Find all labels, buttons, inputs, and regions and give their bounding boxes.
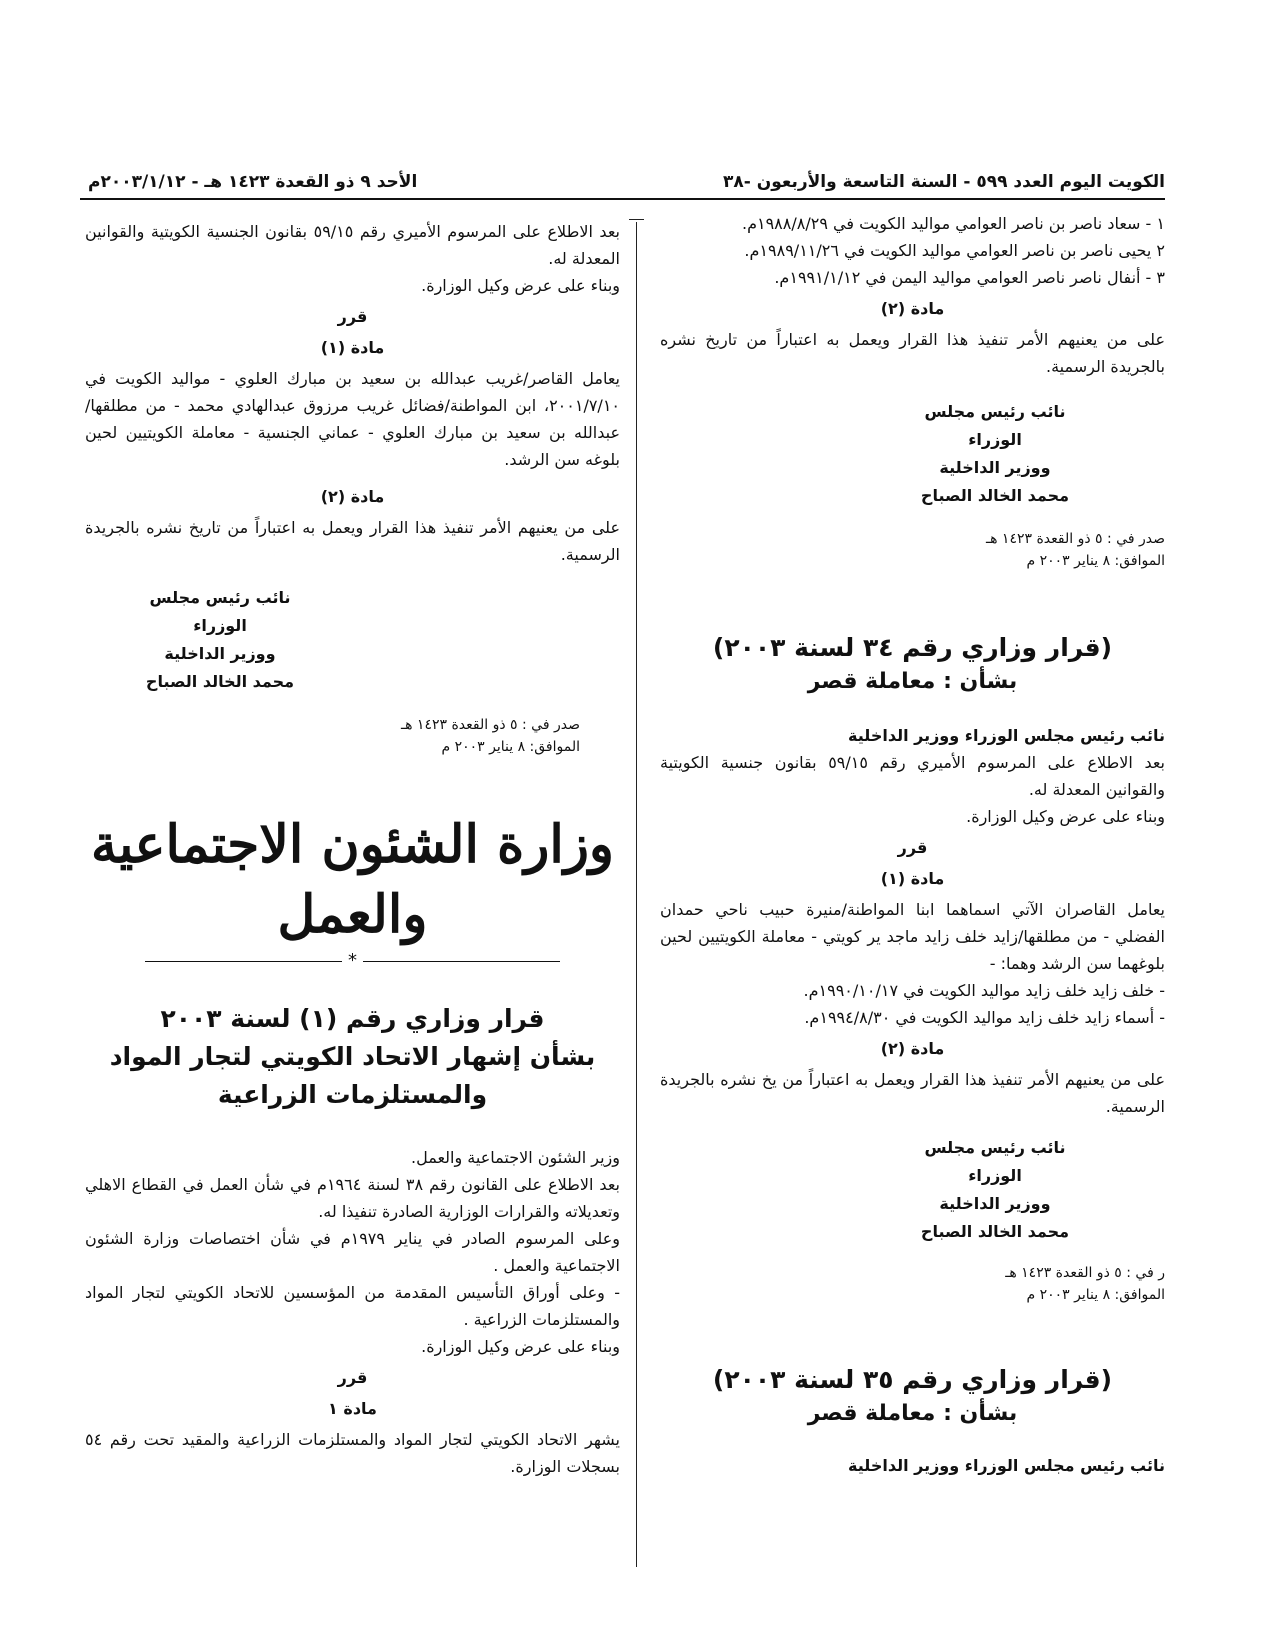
decree-35: [660, 1362, 1165, 1479]
list-item: - أسماء زايد خلف زايد مواليد الكويت في ١٩٩٤/٨/٣٠م.: [804, 1008, 1165, 1027]
decree-issuer: نائب رئيس مجلس الوزراء ووزير الداخلية: [848, 1456, 1165, 1475]
decree-34: [660, 630, 1165, 1306]
signature-block: [895, 1134, 1095, 1246]
article-heading: مادة (٢): [880, 1039, 945, 1058]
decree-issuer: نائب رئيس مجلس الوزراء ووزير الداخلية: [848, 726, 1165, 745]
decree-title: والمستلزمات الزراعية: [217, 1080, 488, 1109]
issue-date-hijri: صدر في : ٥ ذو القعدة ١٤٢٣ هـ: [400, 717, 580, 733]
decree-title: قرار وزاري رقم (١) لسنة ٢٠٠٣: [160, 1004, 545, 1033]
column-divider-cap: [629, 219, 644, 220]
decree-issuer: وزير الشئون الاجتماعية والعمل.: [410, 1148, 620, 1167]
column-divider: [636, 222, 637, 1567]
signature-line: محمد الخالد الصباح: [920, 1222, 1070, 1241]
decree-subject: بشأن : معاملة قصر: [807, 669, 1018, 694]
execution-clause: على من يعنيهم الأمر تنفيذ هذا القرار ويعمل به اعتباراً من تاريخ نشره بالجريدة الرسمية.: [85, 518, 620, 564]
signature-block: [120, 584, 320, 696]
list-item: ١ - سعاد ناصر بن ناصر العوامي مواليد الكويت في ١٩٨٨/٨/٢٩م.: [741, 214, 1165, 233]
issue-date: [660, 1262, 1165, 1306]
execution-clause: على من يعنيهم الأمر تنفيذ هذا القرار ويعمل به اعتباراً من تاريخ نشره بالجريدة الرسمية.: [660, 330, 1165, 376]
issue-date-hijri: ر في : ٥ ذو القعدة ١٤٢٣ هـ: [1005, 1265, 1165, 1281]
signature-line: نائب رئيس مجلس الوزراء: [149, 588, 291, 635]
signature-line: ووزير الداخلية: [939, 1194, 1051, 1213]
article-heading: مادة (٢): [320, 487, 385, 506]
preamble: بعد الاطلاع على المرسوم الأميري رقم ٥٩/١٥ بقانون الجنسية الكويتية والقوانين المعدلة له.: [85, 222, 621, 268]
article-text: يعامل القاصران الآتي اسماهما ابنا المواطنة/منيرة حبيب ناحي حمدان الفضلي - من مطلقها/زايد خلف زايد ماجد ير كويتي - معاملة الكويتيين لحين بلوغهما سن الرشد وهما: -: [660, 900, 1165, 973]
header-right: الكويت اليوم العدد ٥٩٩ - السنة التاسعة والأربعون -٣٨: [722, 172, 1165, 192]
list-item: - خلف زايد خلف زايد مواليد الكويت في ١٩٩٠/١٠/١٧م.: [803, 981, 1165, 1000]
right-column: [660, 210, 1165, 1479]
decree-1: [85, 1000, 620, 1480]
article-text: يشهر الاتحاد الكويتي لتجار المواد والمستلزمات الزراعية والمقيد تحت رقم ٥٤ بسجلات الوزارة.: [85, 1430, 620, 1476]
ministry-banner: [85, 810, 620, 972]
ornament-divider: [85, 950, 620, 972]
article-text: يعامل القاصر/غريب عبدالله بن سعيد بن مبارك العلوي - مواليد الكويت في ٢٠٠١/٧/١٠، ابن المواطنة/فضائل غريب مرزوق عبدالهادي محمد - من مطلقها/عبدالله بن سعيد بن مبارك العلوي - عماني الجنسية - معاملة الكويتيين لحين بلوغه سن الرشد.: [85, 369, 620, 469]
signature-line: محمد الخالد الصباح: [920, 486, 1070, 505]
signature-line: نائب رئيس مجلس الوزراء: [924, 402, 1066, 449]
ministry-title: وزارة الشئون الاجتماعية والعمل: [90, 814, 615, 945]
preamble: وبناء على عرض وكيل الوزارة.: [421, 276, 620, 295]
preamble: بعد الاطلاع على المرسوم الأميري رقم ٥٩/١٥ بقانون جنسية الكويتية والقوانين المعدلة له.: [660, 753, 1166, 799]
preamble: وعلى المرسوم الصادر في يناير ١٩٧٩م في شأن اختصاصات وزارة الشئون الاجتماعية والعمل .: [85, 1229, 621, 1275]
preamble: - وعلى أوراق التأسيس المقدمة من المؤسسين للاتحاد الكويتي لتجار المواد والمستلزمات الزراعية .: [85, 1283, 620, 1329]
decree-subject: بشأن : معاملة قصر: [807, 1401, 1018, 1426]
decision-heading: قرر: [337, 307, 368, 326]
list-item: ٢ يحيى ناصر بن ناصر العوامي مواليد الكويت في ١٩٨٩/١١/٢٦م.: [744, 241, 1165, 260]
left-column: [85, 218, 620, 1480]
issue-date-gregorian: الموافق: ٨ يناير ٢٠٠٣ م: [1026, 1287, 1165, 1303]
decision-heading: قرر: [337, 1368, 368, 1387]
decree-title: (قرار وزاري رقم ٣٥ لسنة ٢٠٠٣): [712, 1365, 1113, 1394]
preamble: وبناء على عرض وكيل الوزارة.: [966, 807, 1165, 826]
signature-line: محمد الخالد الصباح: [145, 672, 295, 691]
ornament-star: *: [342, 950, 363, 971]
article-heading: مادة ١: [328, 1399, 377, 1418]
article-heading: مادة (٢): [880, 299, 945, 318]
issue-date: [85, 714, 580, 758]
issue-date-gregorian: الموافق: ٨ يناير ٢٠٠٣ م: [441, 739, 580, 755]
preamble: بعد الاطلاع على القانون رقم ٣٨ لسنة ١٩٦٤م في شأن العمل في القطاع الاهلي وتعديلاته والقرارات الوزارية الصادرة تنفيذا له.: [85, 1175, 621, 1221]
article-heading: مادة (١): [320, 338, 385, 357]
header-rule: [80, 198, 1165, 200]
header-left: الأحد ٩ ذو القعدة ١٤٢٣ هـ - ٢٠٠٣/١/١٢م: [88, 172, 418, 192]
signature-line: ووزير الداخلية: [164, 644, 276, 663]
decision-heading: قرر: [897, 838, 928, 857]
decree-title: بشأن إشهار الاتحاد الكويتي لتجار المواد: [109, 1042, 596, 1071]
signature-block: [895, 398, 1095, 510]
article-heading: مادة (١): [880, 869, 945, 888]
list-item: ٣ - أنفال ناصر ناصر العوامي مواليد اليمن في ١٩٩١/١/١٢م.: [774, 268, 1165, 287]
issue-date-gregorian: الموافق: ٨ يناير ٢٠٠٣ م: [1026, 553, 1165, 569]
decree-title: (قرار وزاري رقم ٣٤ لسنة ٢٠٠٣): [712, 633, 1113, 662]
signature-line: ووزير الداخلية: [939, 458, 1051, 477]
execution-clause: على من يعنيهم الأمر تنفيذ هذا القرار ويعمل به اعتباراً من يخ نشره بالجريدة الرسمية.: [660, 1070, 1165, 1116]
preamble: وبناء على عرض وكيل الوزارة.: [421, 1337, 620, 1356]
issue-date: [660, 528, 1165, 572]
issue-date-hijri: صدر في : ٥ ذو القعدة ١٤٢٣ هـ: [985, 531, 1165, 547]
signature-line: نائب رئيس مجلس الوزراء: [924, 1138, 1066, 1185]
